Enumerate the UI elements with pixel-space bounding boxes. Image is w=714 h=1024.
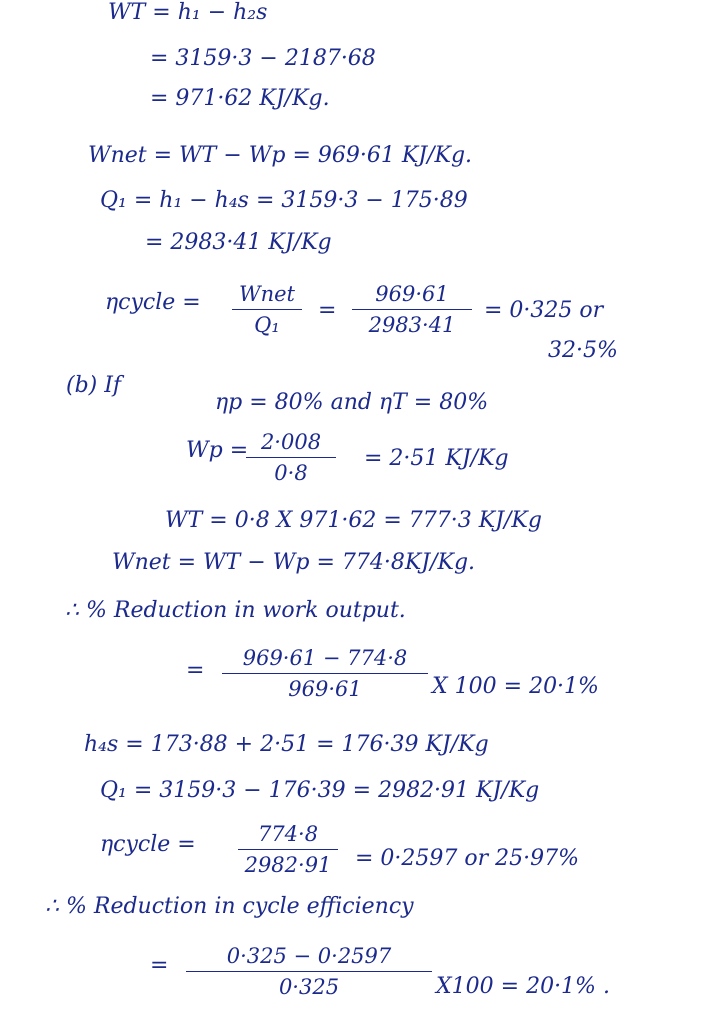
- reduction-work-heading: ∴ % Reduction in work output.: [65, 598, 406, 623]
- enthalpy-4s-line: h₄s = 173·88 + 2·51 = 176·39 KJ/Kg: [84, 732, 489, 757]
- fraction-numerator: 0·325 − 0·2597: [226, 944, 392, 968]
- work-reduction-result: X 100 = 20·1%: [432, 674, 599, 699]
- fraction-denominator: Q₁: [232, 309, 302, 337]
- fraction-denominator: 2982·91: [238, 849, 338, 877]
- pump-work-label: Wp =: [186, 438, 249, 463]
- turbine-work-substitution: = 3159·3 − 2187·68: [150, 46, 376, 71]
- fraction-denominator: 0·8: [246, 457, 336, 485]
- fraction-numerator: 969·61 − 774·8: [242, 646, 408, 670]
- pump-work-result: = 2·51 KJ/Kg: [364, 446, 509, 471]
- net-work-line: Wnet = WT − Wp = 969·61 KJ/Kg.: [88, 143, 473, 168]
- heat-input-line: Q₁ = h₁ − h₄s = 3159·3 − 175·89: [100, 188, 468, 213]
- fraction-numerator: 969·61: [375, 282, 449, 306]
- heat-input-value: = 2983·41 KJ/Kg: [145, 230, 332, 255]
- efficiency-result: = 0·325 or: [484, 298, 604, 323]
- work-reduction-fraction: [222, 646, 428, 701]
- efficiency-reduction-result: X100 = 20·1% .: [436, 974, 610, 999]
- equals-sign: =: [318, 298, 337, 323]
- fraction-numerator: 774·8: [257, 822, 319, 846]
- efficiency-80-fraction: [238, 822, 338, 877]
- turbine-work-80-line: WT = 0·8 X 971·62 = 777·3 KJ/Kg: [165, 508, 542, 533]
- heat-input-80-line: Q₁ = 3159·3 − 176·39 = 2982·91 KJ/Kg: [100, 778, 540, 803]
- fraction-numerator: Wnet: [239, 282, 295, 306]
- turbine-work-value: = 971·62 KJ/Kg.: [150, 86, 330, 111]
- efficiency-symbolic-fraction: [232, 282, 302, 337]
- cycle-efficiency-80-label: ηcycle =: [100, 832, 196, 857]
- fraction-denominator: 969·61: [222, 673, 428, 701]
- fraction-denominator: 0·325: [186, 971, 432, 999]
- part-b-condition: ηp = 80% and ηT = 80%: [215, 390, 489, 415]
- equals-sign: =: [150, 953, 169, 978]
- equals-sign: =: [186, 658, 205, 683]
- part-b-label: (b) If: [66, 373, 122, 398]
- pump-work-fraction: [246, 430, 336, 485]
- turbine-work-definition: WT = h₁ − h₂s: [108, 0, 268, 25]
- efficiency-numeric-fraction: [352, 282, 472, 337]
- efficiency-reduction-fraction: [186, 944, 432, 999]
- efficiency-percent: 32·5%: [548, 338, 618, 363]
- efficiency-80-result: = 0·2597 or 25·97%: [355, 846, 580, 871]
- fraction-numerator: 2·008: [260, 430, 322, 454]
- net-work-80-line: Wnet = WT − Wp = 774·8KJ/Kg.: [112, 550, 476, 575]
- cycle-efficiency-label: ηcycle =: [105, 290, 201, 315]
- fraction-denominator: 2983·41: [352, 309, 472, 337]
- reduction-efficiency-heading: ∴ % Reduction in cycle efficiency: [45, 894, 414, 919]
